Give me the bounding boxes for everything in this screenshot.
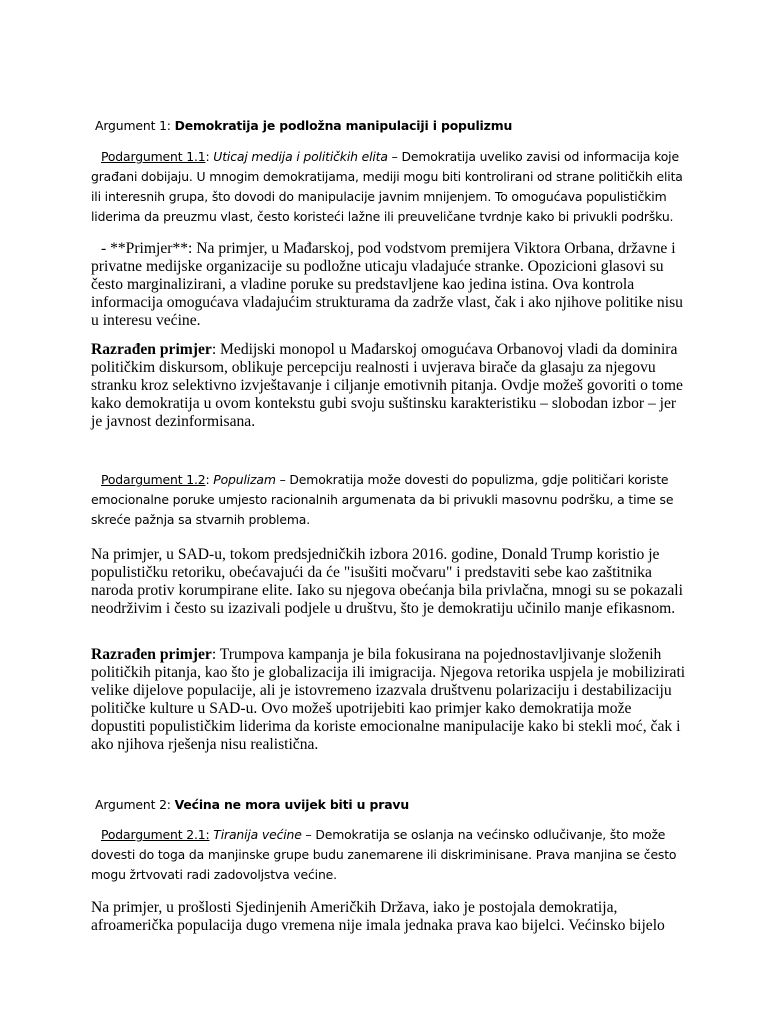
- example-2-1: [91, 899, 687, 935]
- subargument-2-1: [91, 825, 687, 885]
- detailed-example-1-1: [91, 341, 687, 431]
- argument-2-title: Većina ne mora uvijek biti u pravu: [174, 797, 410, 812]
- subargument-2-1-text: – Demokratija se oslanja na većinsko odlučivanje, što može dovesti do toga da manjinske grupe budu zanemarene ili diskriminisane. Prava manjina se često mogu žrtvovati radi zadovoljstva većine.: [91, 827, 677, 882]
- example-1-1: [91, 240, 687, 330]
- detailed-example-1-2-text: : Trumpova kampanja je bila fokusirana na pojednostavljivanje složenih političkih pitanja, kao što je globalizacija ili imigracija. Njegova retorika uspjela je mobilizirati velike dijelove populacije, ali je istovremeno izazvala društvenu polarizaciju i destabilizaciju političke kulture u SAD-u. Ovo možeš upotrijebiti kao primjer kako demokratija može dopustiti populističkim liderima da koriste emocionalne manipulacije kako bi stekli moć, čak i ako njihova rješenja nisu realistična.: [91, 646, 686, 753]
- subargument-1-1: Podargument 1.1: Uticaj medija i političkih elita – Demokratija uveliko zavisi od informacija koje građani dobijaju. U mnogim demokratijama, mediji mogu biti kontrolirani od strane političkih elita ili interesnih grupa, što dovodi do manipulacije javnim mnijenjem. To omogućava populističkim liderima da preuzmu vlast, često koristeći lažne ili preuveličane tvrdnje kako bi privukli podršku.: [91, 149, 683, 224]
- argument-2-prefix: Argument 2:: [95, 797, 175, 812]
- example-1-1-text: - **Primjer**: Na primjer, u Mađarskoj, pod vodstvom premijera Viktora Orbana, državne i privatne medijske organizacije su podložne uticaju vladajuće stranke. Opozicioni glasovi su često marginalizirani, a vladine poruke su predstavljene kao jedina istina. Ova kontrola informacija omogućava vladajućim strukturama da zadrže vlast, čak i ako njihove politike nisu u interesu većine.: [91, 240, 683, 329]
- detailed-example-1-2: [91, 646, 687, 754]
- argument-1-heading: [91, 116, 687, 136]
- argument-1-title: Demokratija je podložna manipulaciji i populizmu: [174, 118, 513, 133]
- subargument-2-1-label: Podargument 2.1:: [101, 827, 210, 842]
- example-1-2-text: Na primjer, u SAD-u, tokom predsjedničkih izbora 2016. godine, Donald Trump koristio je populističku retoriku, obećavajući da će "isušiti močvaru" i predstaviti sebe kao zaštitnika naroda protiv korumpirane elite. Iako su njegova obećanja bila privlačna, mnogi su se pokazali neodrživim i često su izazivali podjele u društvu, što je demokratiju učinilo manje efikasnom.: [91, 546, 683, 617]
- subargument-1-2: Podargument 1.2: Populizam – Demokratija može dovesti do populizma, gdje političari koriste emocionalne poruke umjesto racionalnih argumenata da bi privukli masovnu podršku, a time se skreće pažnja sa stvarnih problema.: [91, 472, 674, 527]
- subargument-1-2-text: – Demokratija može dovesti do populizma, gdje političari koriste emocionalne poruke umjesto racionalnih argumenata da bi privukli masovnu podršku, a time se skreće pažnja sa stvarnih problema.: [91, 472, 674, 527]
- argument-2-heading: [91, 795, 687, 815]
- example-1-2: [91, 546, 687, 618]
- detailed-example-1-1-label: Razrađen primjer: [91, 341, 212, 358]
- detailed-example-1-2-label: Razrađen primjer: [91, 646, 212, 663]
- subargument-1-2-title: Populizam: [213, 472, 276, 487]
- example-2-1-text: Na primjer, u prošlosti Sjedinjenih Američkih Država, iako je postojala demokratija, afroamerička populacija dugo vremena nije imala jednaka prava kao bijelci. Većinsko bijelo: [91, 899, 665, 934]
- argument-1-prefix: Argument 1:: [95, 118, 175, 133]
- subargument-1-1-title: Uticaj medija i političkih elita: [213, 149, 388, 164]
- subargument-1-2-label: Podargument 1.2: [101, 472, 206, 487]
- subargument-2-1-title: Tiranija većine: [213, 827, 302, 842]
- detailed-example-1-1-text: : Medijski monopol u Mađarskoj omogućava Orbanovoj vladi da dominira političkim diskursom, oblikuje percepciju realnosti i uvjerava birače da glasaju za njegovu stranku kroz selektivno izvještavanje i ciljanje emotivnih pitanja. Ovdje možeš govoriti o tome kako demokratija u ovom kontekstu gubi svoju suštinsku karakteristiku – slobodan izbor – jer je javnost dezinformisana.: [91, 341, 683, 430]
- subargument-1-1-text: – Demokratija uveliko zavisi od informacija koje građani dobijaju. U mnogim demokratijama, mediji mogu biti kontrolirani od strane političkih elita ili interesnih grupa, što dovodi do manipulacije javnim mnijenjem. To omogućava populističkim liderima da preuzmu vlast, često koristeći lažne ili preuveličane tvrdnje kako bi privukli podršku.: [91, 149, 683, 224]
- subargument-1-1-label: Podargument 1.1: [101, 149, 206, 164]
